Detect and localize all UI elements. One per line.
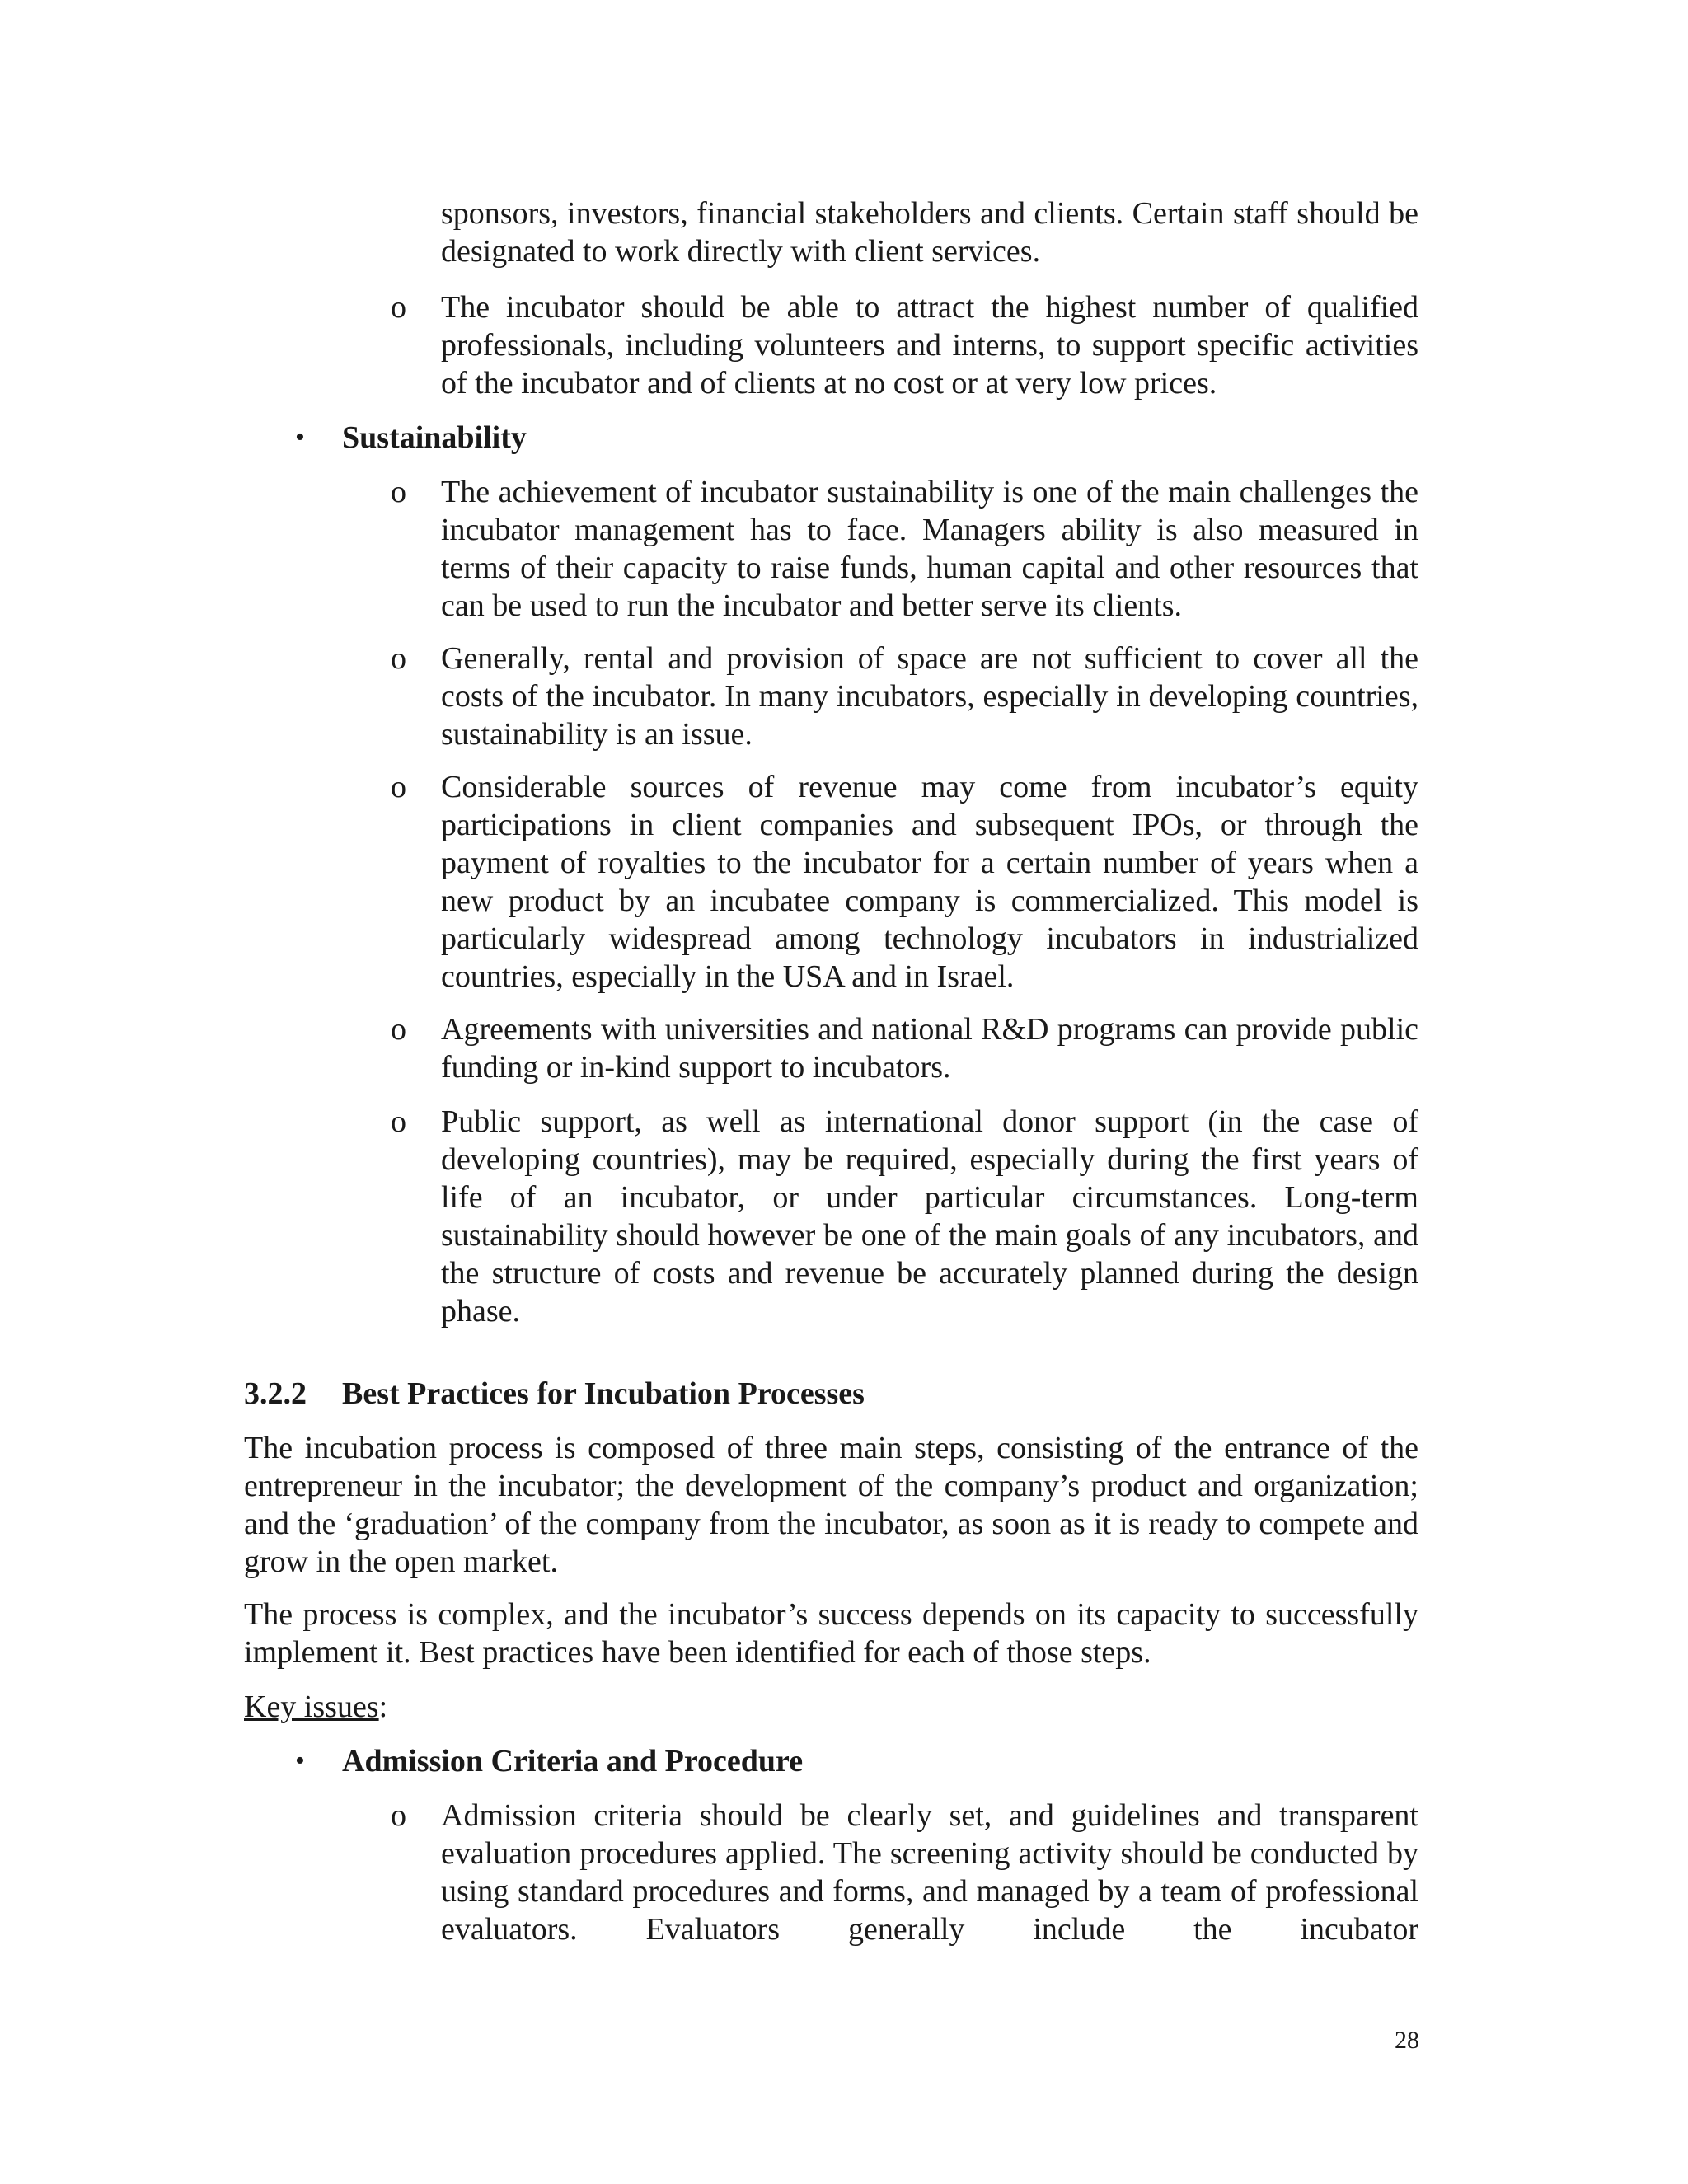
main-bullet-marker: • bbox=[295, 1746, 305, 1776]
sub-bullet-marker: o bbox=[391, 475, 406, 509]
page-number: 28 bbox=[1395, 2027, 1419, 2054]
body-paragraph: The incubation process is composed of three main steps, consisting of the entrance of the entrepreneur in the incubator; the development of the company’s product and organization; and the ‘graduation’ of the company from the incubator, as soon as it is ready to compete and grow in the open market. bbox=[244, 1431, 1418, 1579]
list-item: Admission criteria should be clearly set, and guidelines and transparent evaluation procedures applied. The screening activity should be conducted by using standard procedures and forms, and managed by a team of professional evaluators. Evaluators generally include the incubator bbox=[441, 1798, 1418, 1947]
sub-bullet-marker: o bbox=[391, 1104, 406, 1139]
section-number: 3.2.2 bbox=[244, 1376, 307, 1411]
key-issues-text: Key issues bbox=[244, 1690, 379, 1724]
list-item: Considerable sources of revenue may come from incubator’s equity participations in client companies and subsequent IPOs, or through the payment of royalties to the incubator for a certain number of years when a new product by an incubatee company is commercialized. This model is particularly widespread among technology incubators in industrialized countries, especially in the USA and in Israel. bbox=[441, 770, 1418, 994]
main-bullet-marker: • bbox=[295, 422, 305, 452]
admission-heading: Admission Criteria and Procedure bbox=[342, 1744, 804, 1779]
sustainability-heading: Sustainability bbox=[342, 420, 527, 455]
key-issues-label bbox=[244, 1688, 387, 1726]
list-item: Public support, as well as international donor support (in the case of developing countries), may be required, especially during the first years of life of an incubator, or under particular circumstances. Long-term sustainability should however be one of the main goals of any incubators, and the structure of costs and revenue be accurately planned during the design phase. bbox=[441, 1104, 1418, 1329]
list-item: Agreements with universities and national R&D programs can provide public funding or in-kind support to incubators. bbox=[441, 1012, 1418, 1085]
list-item: The incubator should be able to attract the highest number of qualified professionals, including volunteers and interns, to support specific activities of the incubator and of clients at no cost or at very low prices. bbox=[441, 290, 1418, 401]
key-issues-colon: : bbox=[378, 1690, 388, 1724]
section-heading bbox=[244, 1375, 865, 1413]
list-item: The achievement of incubator sustainability is one of the main challenges the incubator management has to face. Managers ability is also measured in terms of their capacity to raise funds, human capital and other resources that can be used to run the incubator and better serve its clients. bbox=[441, 475, 1418, 623]
sub-bullet-marker: o bbox=[391, 641, 406, 676]
list-item: Generally, rental and provision of space are not sufficient to cover all the costs of the incubator. In many incubators, especially in developing countries, sustainability is an issue. bbox=[441, 641, 1418, 752]
sub-bullet-marker: o bbox=[391, 1012, 406, 1047]
section-title: Best Practices for Incubation Processes bbox=[342, 1376, 865, 1411]
sub-bullet-marker: o bbox=[391, 290, 406, 325]
continued-text: sponsors, investors, financial stakeholders and clients. Certain staff should be designated to work directly with client services. bbox=[441, 196, 1418, 269]
sub-bullet-marker: o bbox=[391, 770, 406, 804]
body-paragraph: The process is complex, and the incubator’s success depends on its capacity to successfully implement it. Best practices have been identified for each of those steps. bbox=[244, 1597, 1418, 1670]
sub-bullet-marker: o bbox=[391, 1798, 406, 1833]
